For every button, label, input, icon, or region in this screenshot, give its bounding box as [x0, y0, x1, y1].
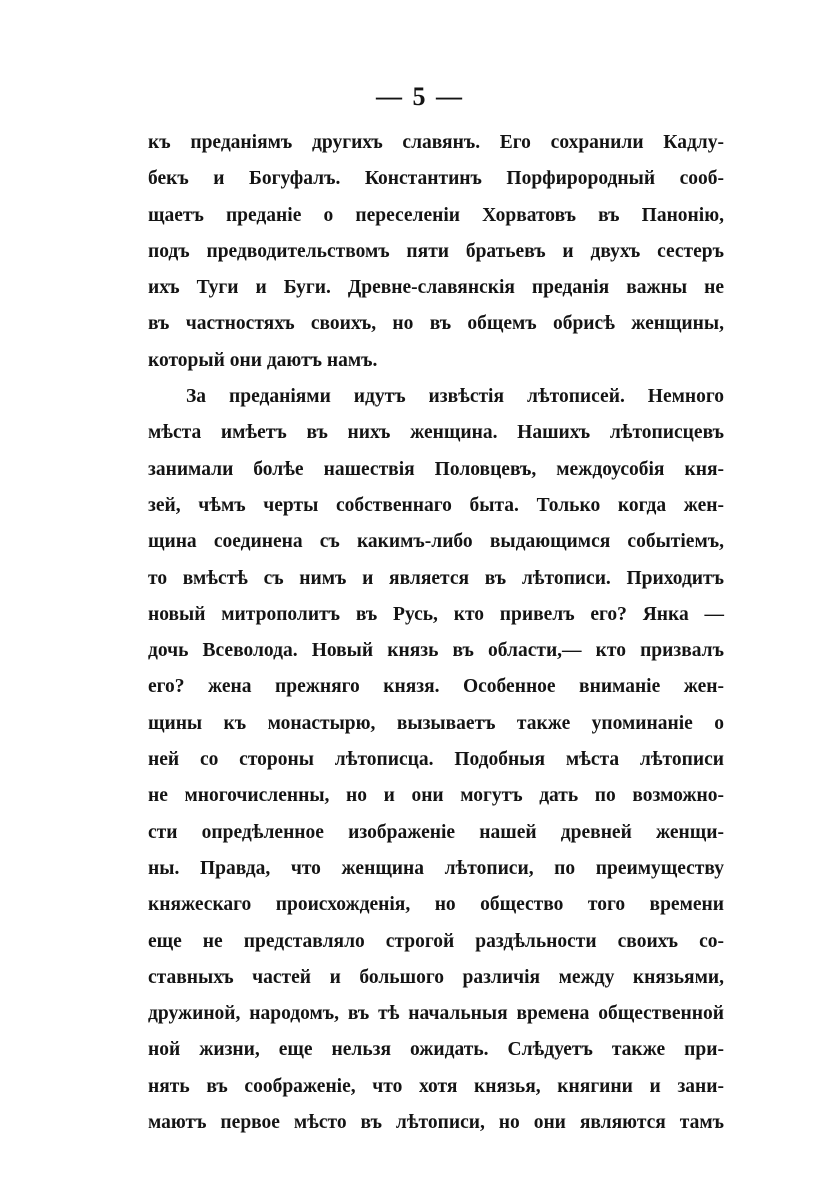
text-line: ихъ Туги и Буги. Древне-славянскія преданія важны не [148, 277, 724, 299]
text-line: то вмѣстѣ съ нимъ и является въ лѣтописи. Приходитъ [148, 567, 724, 589]
text-line: занимали болѣе нашествія Половцевъ, междоусобія кня- [148, 458, 724, 480]
text-line: дочь Всеволода. Новый князь въ области,— кто призвалъ [148, 640, 724, 662]
text-line: щаетъ преданіе о переселеніи Хорватовъ въ Панонію, [148, 204, 724, 226]
text-line: бекъ и Богуфалъ. Константинъ Порфирородный сооб- [148, 168, 724, 190]
text-line: щина соединена съ какимъ-либо выдающимся событіемъ, [148, 531, 724, 553]
text-line: подъ предводительствомъ пяти братьевъ и двухъ сестеръ [148, 240, 724, 262]
text-line: сти опредѣленное изображеніе нашей древней женщи- [148, 821, 724, 843]
text-line: зей, чѣмъ черты собственнаго быта. Только когда жен- [148, 494, 724, 516]
text-line: дружиной, народомъ, въ тѣ начальныя времена общественной [148, 1003, 724, 1025]
text-line: ней со стороны лѣтописца. Подобныя мѣста лѣтописи [148, 749, 724, 771]
paragraph-start-line: За преданіями идутъ извѣстія лѣтописей. Немного [186, 386, 724, 408]
text-line: нять въ соображеніе, что хотя князья, княгини и зани- [148, 1075, 724, 1097]
text-line: новый митрополитъ въ Русь, кто привелъ его? Янка — [148, 603, 724, 625]
text-line: въ частностяхъ своихъ, но въ общемъ обрисѣ женщины, [148, 313, 724, 335]
text-line: ставныхъ частей и большого различія между князьями, [148, 966, 724, 988]
text-line: къ преданіямъ другихъ славянъ. Его сохранили Кадлу- [148, 132, 724, 153]
text-line: мѣста имѣетъ въ нихъ женщина. Нашихъ лѣтописцевъ [148, 422, 724, 444]
body-text [148, 125, 724, 1141]
text-line: маютъ первое мѣсто въ лѣтописи, но они являются тамъ [148, 1112, 724, 1134]
text-line: ной жизни, еще нельзя ожидать. Слѣдуетъ также при- [148, 1039, 724, 1061]
text-line: его? жена прежняго князя. Особенное вниманіе жен- [148, 676, 724, 698]
text-line: не многочисленны, но и они могутъ дать по возможно- [148, 785, 724, 807]
text-line: еще не представляло строгой раздѣльности своихъ со- [148, 930, 724, 952]
text-line: ны. Правда, что женщина лѣтописи, по преимуществу [148, 857, 724, 879]
text-line: который они даютъ намъ. [148, 349, 378, 371]
text-line: щины къ монастырю, вызываетъ также упоминаніе о [148, 712, 724, 734]
text-line: княжескаго происхожденія, но общество того времени [148, 894, 724, 916]
page-number: — 5 — [376, 82, 464, 111]
